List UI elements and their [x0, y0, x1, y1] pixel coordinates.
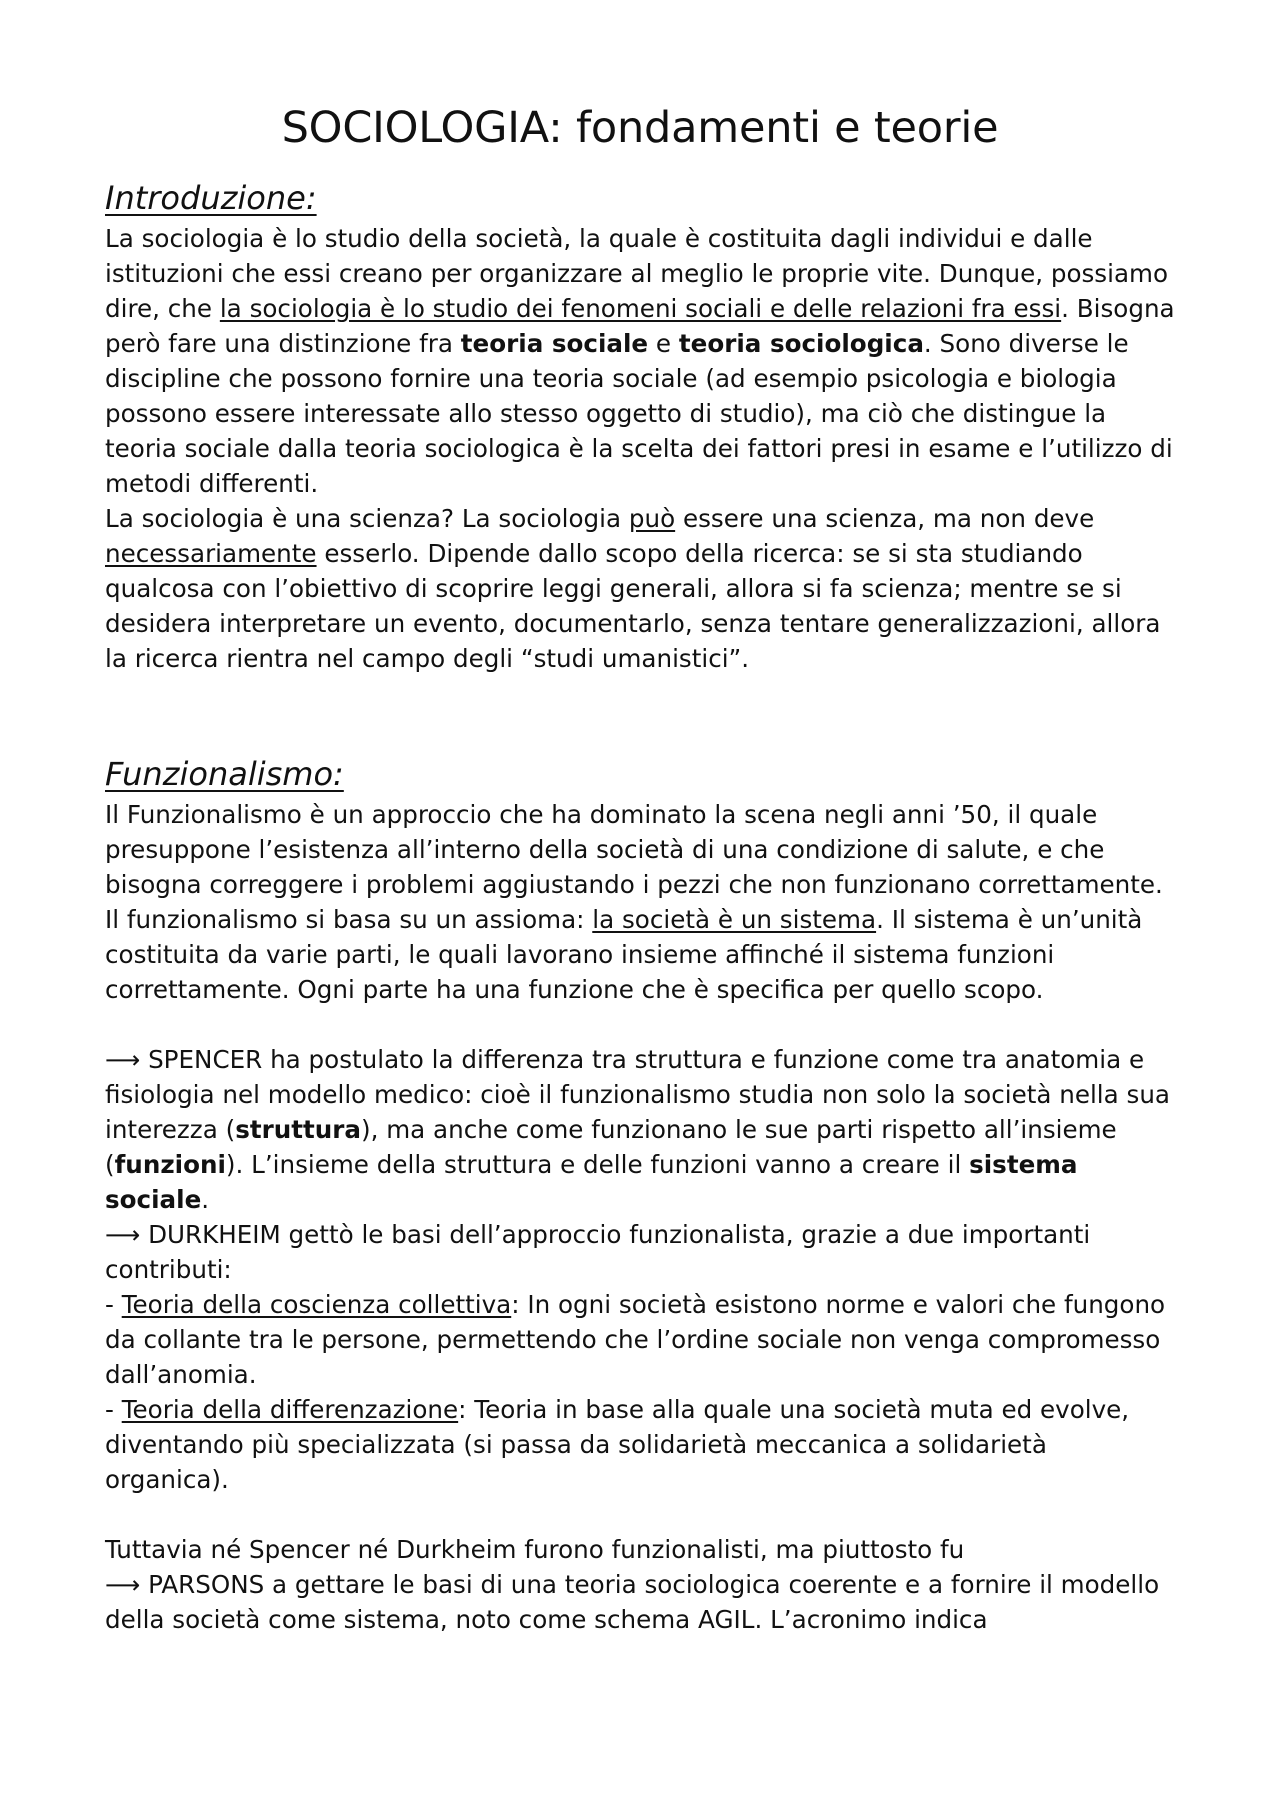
document-title: SOCIOLOGIA: fondamenti e teorie	[281, 103, 999, 153]
list-dash: -	[105, 1290, 122, 1319]
section-funzionalismo	[105, 754, 1175, 1637]
text-run: : Teoria in base alla quale una società muta ed evolve, diventando più specializzata (si passa da solidarietà meccanica a solidarietà organica).	[105, 1395, 1130, 1494]
text-run: ⟶ SPENCER ha postulato la differenza tra struttura e funzione come tra anatomia e fisiologia nel modello medico: cioè il funzionalismo studia non solo la società nella sua interezza (	[105, 1045, 1170, 1144]
underlined-text: può	[628, 504, 676, 533]
text-run: .	[201, 1185, 210, 1214]
func-paragraph-2	[105, 902, 1175, 1007]
intro-paragraph-2	[105, 501, 1175, 676]
text-run: . Sono diverse le discipline che possono fornire una teoria sociale (ad esempio psicologia e biologia possono essere interessate allo stesso oggetto di studio), ma ciò che distingue la teoria sociale dalla teoria sociologica è la scelta dei fattori presi in esame e l’utilizzo di metodi differenti.	[105, 329, 1173, 498]
list-item-differenzazione	[105, 1392, 1175, 1497]
list-item-coscienza-collettiva	[105, 1287, 1175, 1392]
spencer-paragraph	[105, 1042, 1175, 1217]
bold-text: teoria sociale	[460, 329, 649, 358]
bold-text: funzioni	[114, 1150, 226, 1179]
intro-paragraph-1	[105, 221, 1175, 501]
text-run: . Bisogna però fare una distinzione fra	[105, 294, 1175, 358]
underlined-text: Teoria della coscienza collettiva	[121, 1290, 512, 1319]
section-heading-introduzione: Introduzione:	[105, 179, 317, 217]
list-dash: -	[105, 1395, 122, 1424]
text-run: La sociologia è lo studio della società, la quale è costituita dagli individui e dalle istituzioni che essi creano per organizzare al meglio le proprie vite. Dunque, possiamo dire, che	[105, 224, 1169, 323]
underlined-text: Teoria della differenzazione	[121, 1395, 459, 1424]
text-run: Il funzionalismo si basa su un assioma:	[105, 905, 593, 934]
bold-text: teoria sociologica	[678, 329, 924, 358]
underlined-text: la società è un sistema	[592, 905, 877, 934]
text-run: esserlo. Dipende dallo scopo della ricerca: se si sta studiando qualcosa con l’obiettivo di scoprire leggi generali, allora si fa scienza; mentre se si desidera interpretare un evento, documentarlo, senza tentare generalizzazioni, allora la ricerca rientra nel campo degli “studi umanistici”.	[105, 539, 1161, 673]
text-run: : In ogni società esistono norme e valori che fungono da collante tra le persone, permettendo che l’ordine sociale non venga compromesso dall’anomia.	[105, 1290, 1166, 1389]
tuttavia-line: Tuttavia né Spencer né Durkheim furono funzionalisti, ma piuttosto fu	[105, 1535, 965, 1564]
text-run: e	[648, 329, 679, 358]
underlined-text: la sociologia è lo studio dei fenomeni sociali e delle relazioni fra essi	[219, 294, 1062, 323]
bold-text: struttura	[235, 1115, 361, 1144]
bold-text: sistema sociale	[105, 1150, 1078, 1214]
section-spacer	[105, 676, 1175, 754]
text-run: . Il sistema è un’unità costituita da varie parti, le quali lavorano insieme affinché il sistema funzioni correttamente. Ogni parte ha una funzione che è specifica per quello scopo.	[105, 905, 1143, 1004]
text-run: ), ma anche come funzionano le sue parti rispetto all’insieme (	[105, 1115, 1117, 1179]
func-paragraph-1: Il Funzionalismo è un approccio che ha dominato la scena negli anni ’50, il quale presuppone l’esistenza all’interno della società di una condizione di salute, e che bisogna correggere i problemi aggiustando i pezzi che non funzionano correttamente.	[105, 800, 1163, 899]
underlined-text: necessariamente	[105, 539, 317, 568]
document-content	[105, 100, 1175, 1637]
blank-line	[105, 1497, 1175, 1532]
parsons-paragraph: ⟶ PARSONS a gettare le basi di una teoria sociologica coerente e a fornire il modello della società come sistema, noto come schema AGIL. L’acronimo indica	[105, 1570, 1160, 1634]
section-introduzione	[105, 178, 1175, 676]
section-heading-funzionalismo: Funzionalismo:	[105, 755, 344, 793]
blank-line	[105, 1007, 1175, 1042]
text-run: ). L’insieme della struttura e delle funzioni vanno a creare il	[225, 1150, 970, 1179]
text-run: La sociologia è una scienza? La sociologia	[105, 504, 629, 533]
durkheim-paragraph: ⟶ DURKHEIM gettò le basi dell’approccio funzionalista, grazie a due importanti contributi:	[105, 1220, 1091, 1284]
text-run: essere una scienza, ma non deve	[675, 504, 1095, 533]
